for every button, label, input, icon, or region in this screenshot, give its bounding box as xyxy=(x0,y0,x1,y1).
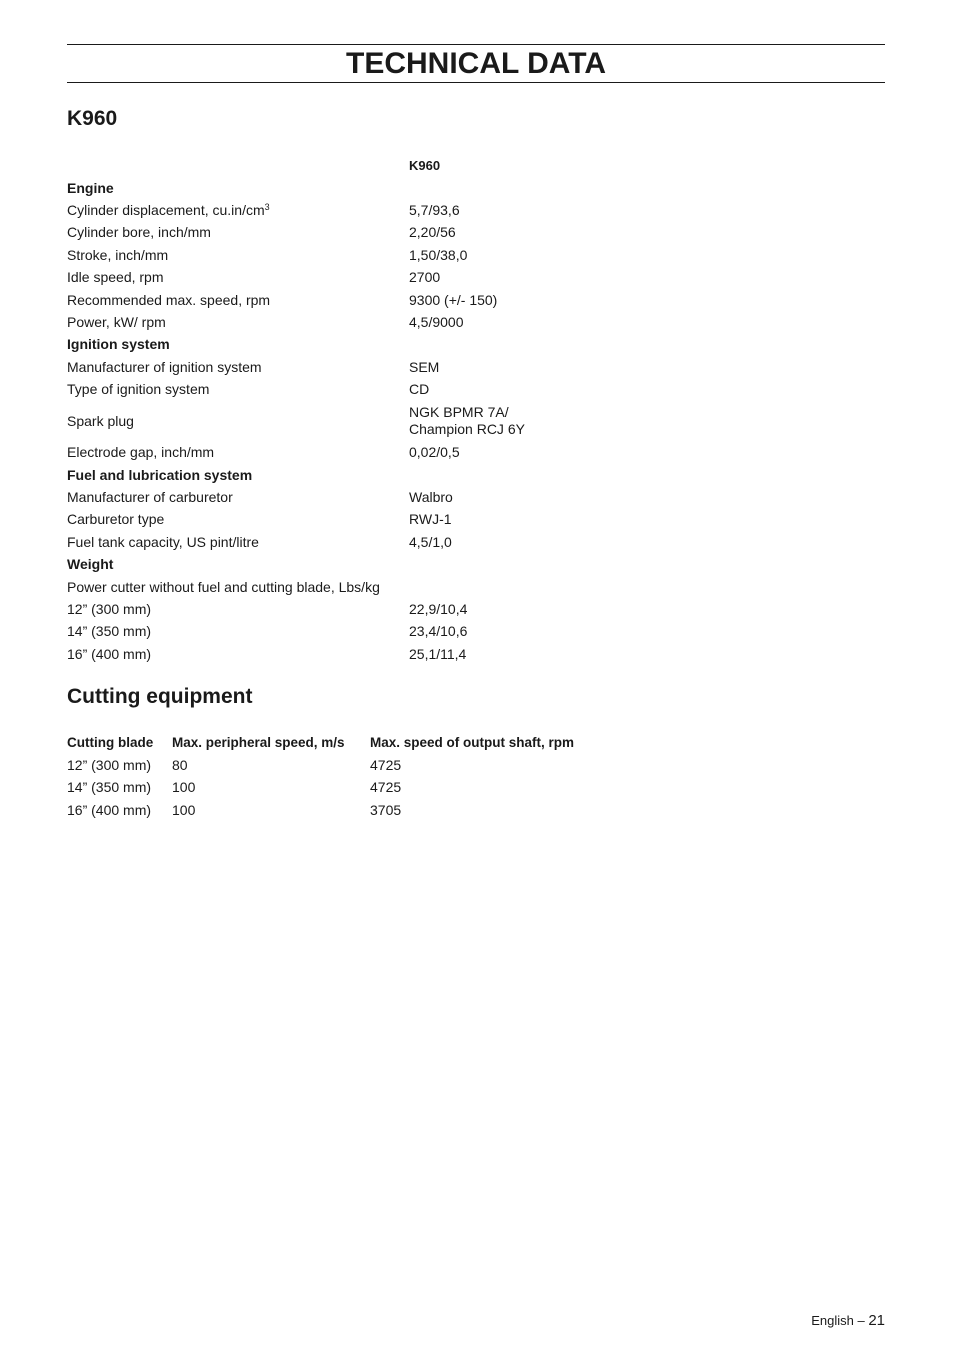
spec-value xyxy=(409,511,659,528)
table-row xyxy=(67,802,610,825)
spec-value xyxy=(409,224,659,241)
spec-label-text: Ignition system xyxy=(67,336,170,353)
spec-column-header: K960 xyxy=(409,158,441,173)
table-cell: 4725 xyxy=(370,779,402,795)
column-header: Cutting blade xyxy=(67,735,154,750)
spec-label xyxy=(67,269,409,286)
spec-label-text: Cylinder displacement, cu.in/cm xyxy=(67,202,265,219)
spec-value xyxy=(409,623,659,640)
spec-table xyxy=(67,177,667,665)
spec-value xyxy=(409,404,659,438)
spec-value-text: Walbro xyxy=(409,488,453,505)
spec-row xyxy=(67,486,667,508)
spec-section-row xyxy=(67,553,667,575)
spec-value xyxy=(409,534,659,551)
spec-row xyxy=(67,267,667,289)
spec-value-text: 2700 xyxy=(409,269,441,286)
table-cell: 100 xyxy=(172,801,196,818)
spec-value-text: CD xyxy=(409,381,430,398)
spec-value-text: 0,02/0,5 xyxy=(409,444,460,461)
spec-value-text: 23,4/10,6 xyxy=(409,623,468,640)
table-row xyxy=(67,757,610,780)
footer-dash: – xyxy=(857,1313,865,1328)
spec-value xyxy=(409,202,659,219)
spec-value xyxy=(409,489,659,506)
spec-label xyxy=(67,534,409,551)
spec-row xyxy=(67,244,667,266)
spec-label xyxy=(67,224,409,241)
spec-value xyxy=(409,247,659,264)
spec-row xyxy=(67,643,667,665)
spec-value xyxy=(409,314,659,331)
spec-label-text: Spark plug xyxy=(67,412,134,429)
cutting-equipment-heading: Cutting equipment xyxy=(67,685,253,708)
superscript: 3 xyxy=(264,202,270,213)
spec-section-row xyxy=(67,334,667,356)
spec-label xyxy=(67,511,409,528)
spec-section-label xyxy=(67,336,409,353)
spec-value-text: 5,7/93,6 xyxy=(409,202,460,219)
cutting-equipment-table xyxy=(67,734,610,824)
table-cell: 14” (350 mm) xyxy=(67,779,152,795)
spec-section-label xyxy=(67,467,409,484)
spec-label-text: Carburetor type xyxy=(67,511,165,528)
spec-label xyxy=(67,623,409,640)
spec-label-text: 12” (300 mm) xyxy=(67,600,152,617)
spec-value-text: NGK BPMR 7A/ xyxy=(409,404,509,421)
spec-value-text: 25,1/11,4 xyxy=(409,645,467,662)
spec-label-text: Power, kW/ rpm xyxy=(67,314,166,331)
spec-label-text: 16” (400 mm) xyxy=(67,645,152,662)
spec-row xyxy=(67,311,667,333)
spec-section-row xyxy=(67,464,667,486)
spec-label-text: Stroke, inch/mm xyxy=(67,246,169,263)
table-cell: 3705 xyxy=(370,801,402,818)
spec-label xyxy=(67,601,409,618)
spec-label-text: Power cutter without fuel and cutting blade, Lbs/kg xyxy=(67,578,380,595)
spec-label-text: Engine xyxy=(67,179,114,196)
spec-row xyxy=(67,531,667,553)
spec-value xyxy=(409,444,659,461)
spec-label-text: Cylinder bore, inch/mm xyxy=(67,224,211,241)
spec-row xyxy=(67,401,667,442)
spec-row xyxy=(67,598,667,620)
spec-row xyxy=(67,356,667,378)
spec-label-text: Manufacturer of carburetor xyxy=(67,488,233,505)
spec-label-text: Type of ignition system xyxy=(67,381,210,398)
table-cell: 4725 xyxy=(370,756,402,773)
spec-label xyxy=(67,314,409,331)
spec-label-text: Idle speed, rpm xyxy=(67,269,164,286)
footer-language: English xyxy=(811,1313,854,1328)
page-title: TECHNICAL DATA xyxy=(67,44,885,83)
spec-label-text: Fuel and lubrication system xyxy=(67,466,253,483)
spec-label-text: Fuel tank capacity, US pint/litre xyxy=(67,533,259,550)
spec-label xyxy=(67,646,409,663)
spec-value-text-2: Champion RCJ 6Y xyxy=(409,421,525,438)
column-header: Max. peripheral speed, m/s xyxy=(172,735,345,750)
spec-value-text: 1,50/38,0 xyxy=(409,246,468,263)
table-row xyxy=(67,779,610,802)
spec-value-text: 2,20/56 xyxy=(409,224,456,241)
spec-label-text: Electrode gap, inch/mm xyxy=(67,444,215,461)
table-cell: 80 xyxy=(172,756,188,773)
page-number: 21 xyxy=(868,1312,885,1329)
model-heading: K960 xyxy=(67,107,118,130)
spec-label xyxy=(67,413,409,430)
spec-value-text: 22,9/10,4 xyxy=(409,600,468,617)
spec-label xyxy=(67,579,409,596)
spec-value xyxy=(409,359,659,376)
table-cell: 12” (300 mm) xyxy=(67,756,152,773)
spec-label xyxy=(67,292,409,309)
column-header: Max. speed of output shaft, rpm xyxy=(370,735,575,750)
spec-value-text: 4,5/9000 xyxy=(409,314,464,331)
spec-label-text: 14” (350 mm) xyxy=(67,623,152,640)
page-footer xyxy=(811,1312,885,1329)
table-cell: 16” (400 mm) xyxy=(67,801,152,818)
spec-value xyxy=(409,601,659,618)
spec-label xyxy=(67,489,409,506)
spec-row xyxy=(67,289,667,311)
spec-value-text: RWJ-1 xyxy=(409,511,452,528)
spec-value xyxy=(409,292,659,309)
spec-value xyxy=(409,381,659,398)
spec-label xyxy=(67,247,409,264)
spec-row xyxy=(67,199,667,221)
spec-row xyxy=(67,576,667,598)
cutting-table-header xyxy=(67,734,610,757)
spec-label xyxy=(67,381,409,398)
spec-value xyxy=(409,269,659,286)
spec-section-row xyxy=(67,177,667,199)
spec-row xyxy=(67,442,667,464)
spec-section-label xyxy=(67,556,409,573)
spec-row xyxy=(67,621,667,643)
spec-row xyxy=(67,509,667,531)
spec-section-label xyxy=(67,180,409,197)
table-cell: 100 xyxy=(172,779,196,795)
spec-row xyxy=(67,222,667,244)
spec-value-text: SEM xyxy=(409,358,440,375)
spec-label-text: Weight xyxy=(67,556,114,573)
spec-label-text: Manufacturer of ignition system xyxy=(67,358,262,375)
spec-label xyxy=(67,359,409,376)
spec-row xyxy=(67,379,667,401)
spec-label xyxy=(67,444,409,461)
spec-value xyxy=(409,646,659,663)
spec-label xyxy=(67,202,409,219)
spec-value-text: 9300 (+/- 150) xyxy=(409,291,498,308)
spec-value-text: 4,5/1,0 xyxy=(409,533,452,550)
spec-label-text: Recommended max. speed, rpm xyxy=(67,291,271,308)
